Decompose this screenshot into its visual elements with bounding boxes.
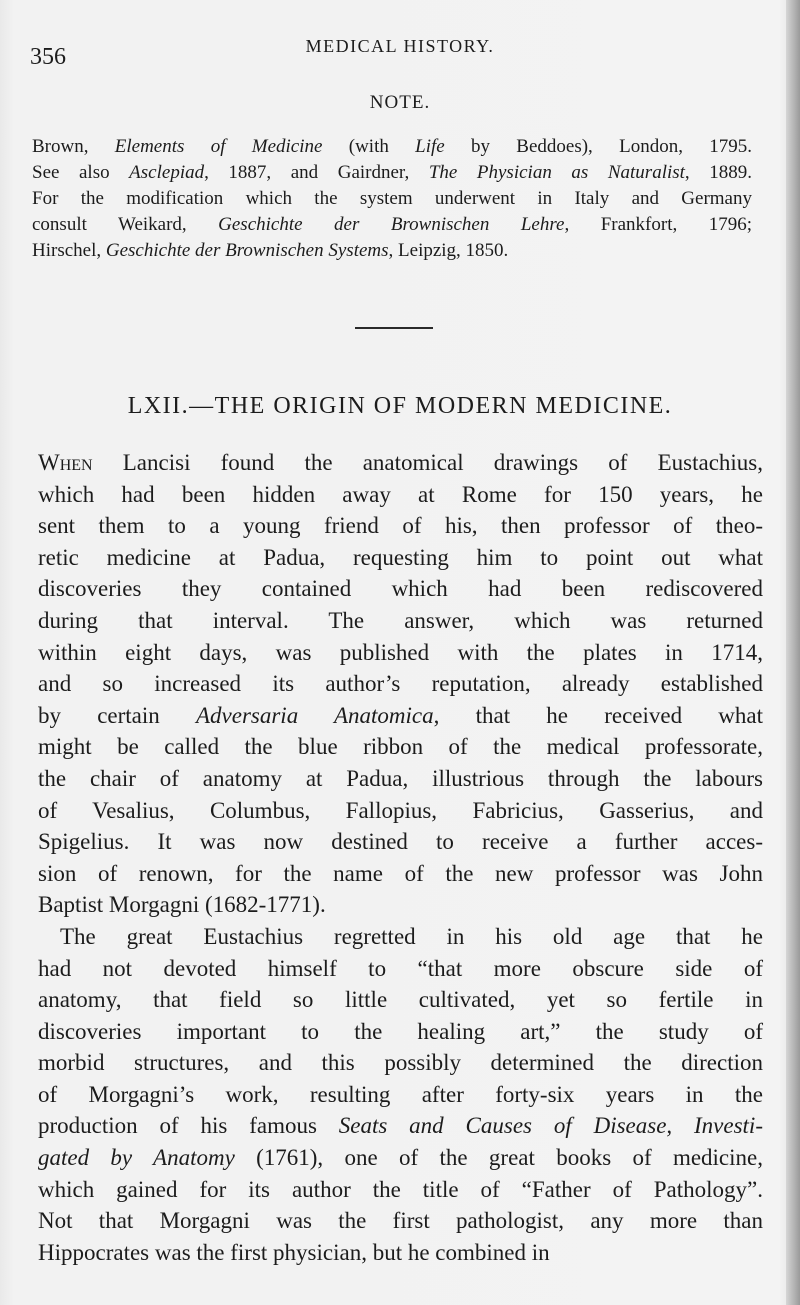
body-line <box>38 1047 763 1079</box>
text-run: the chair of anatomy at Padua, illustrious through the labours <box>38 765 763 791</box>
text-run: , 1889. <box>684 162 752 183</box>
italic-title: gated by Anatomy <box>38 1145 235 1171</box>
body-line <box>38 858 763 890</box>
body-line <box>38 1110 763 1142</box>
note-line <box>32 160 752 186</box>
text-run: See also <box>32 162 130 183</box>
text-run: by Beddoes), London, 1795. <box>444 136 752 157</box>
text-run: , 1887, and Gairdner, <box>204 162 429 183</box>
text-run: consult Weikard, <box>32 214 219 235</box>
italic-title: Seats and Causes of Disease, Investi- <box>338 1113 763 1139</box>
body-line <box>38 637 763 669</box>
body-line <box>38 921 763 953</box>
page-number: 356 <box>30 44 66 70</box>
running-head: MEDICAL HISTORY. <box>305 36 495 56</box>
body-line <box>38 826 763 858</box>
text-run: The great Eustachius regretted in his old age that he <box>60 923 763 949</box>
body-line <box>38 1016 763 1048</box>
text-run: sion of renown, for the name of the new professor was John <box>38 860 763 886</box>
body-line <box>38 479 763 511</box>
text-run: Baptist Morgagni (1682-1771). <box>38 892 326 918</box>
italic-title: Geschichte der Brownischen Systems <box>105 240 389 261</box>
italic-title: Asclepiad <box>129 162 205 183</box>
text-run: which had been hidden away at Rome for 150 years, he <box>38 481 763 507</box>
text-run: Brown, <box>32 136 115 157</box>
text-run: Lancisi found the anatomical drawings of Eustachius, <box>92 450 763 475</box>
italic-title: Adversaria Anatomica <box>195 702 434 728</box>
body-line <box>38 573 763 605</box>
body-line <box>38 763 763 795</box>
text-run: , that he received what <box>433 702 763 728</box>
body-line <box>38 1237 763 1269</box>
body-line <box>38 447 763 479</box>
section-divider <box>355 327 433 329</box>
section-title: LXII.—THE ORIGIN OF MODERN MEDICINE. <box>127 393 673 419</box>
text-run: Spigelius. It was now destined to receive a further acces- <box>38 829 763 855</box>
body-line <box>38 1205 763 1237</box>
note-line <box>32 212 752 238</box>
text-run: might be called the blue ribbon of the medical professorate, <box>38 734 763 760</box>
text-run: of Morgagni’s work, resulting after forty-six years in the <box>38 1081 763 1107</box>
page-header <box>30 34 770 70</box>
body-line <box>38 700 763 732</box>
text-run: during that interval. The answer, which was returned <box>38 607 763 633</box>
body-line <box>38 953 763 985</box>
body-line <box>38 731 763 763</box>
body-line <box>38 1174 763 1206</box>
text-run: production of his famous <box>38 1113 339 1139</box>
body-line <box>38 1079 763 1111</box>
text-run: sent them to a young friend of his, then professor of theo- <box>38 513 763 539</box>
text-run: anatomy, that field so little cultivated, yet so fertile in <box>38 987 763 1013</box>
text-run: Hirschel, <box>32 240 106 261</box>
text-run: Not that Morgagni was the first pathologist, any more than <box>38 1208 763 1234</box>
body-line <box>38 889 763 921</box>
body-line <box>38 984 763 1016</box>
text-run: and so increased its author’s reputation, already established <box>38 671 763 697</box>
main-text <box>38 447 763 1268</box>
text-run: , Frankfort, 1796; <box>564 214 752 235</box>
body-line <box>38 1142 763 1174</box>
text-run: (with <box>322 136 416 157</box>
body-line <box>38 605 763 637</box>
text-run: within eight days, was published with the plates in 1714, <box>38 639 763 665</box>
text-run: (1761), one of the great books of medicine, <box>234 1145 763 1171</box>
text-run: discoveries important to the healing art,” the study of <box>38 1018 763 1044</box>
body-line <box>38 542 763 574</box>
text-run: which gained for its author the title of “Father of Pathology”. <box>38 1176 763 1202</box>
body-line <box>38 510 763 542</box>
note-line <box>32 134 752 160</box>
small-caps-run: When <box>38 450 93 475</box>
text-run: morbid structures, and this possibly determined the direction <box>38 1050 763 1076</box>
note-line <box>32 186 752 212</box>
italic-title: Geschichte der Brownischen Lehre <box>218 214 565 235</box>
italic-title: Elements of Medicine <box>114 136 323 157</box>
note-paragraph <box>32 134 752 264</box>
note-title: NOTE. <box>369 92 431 113</box>
italic-title: Life <box>415 136 445 157</box>
text-run: For the modification which the system underwent in Italy and Germany <box>32 188 752 209</box>
text-run: of Vesalius, Columbus, Fallopius, Fabricius, Gasserius, and <box>38 797 763 823</box>
text-run: retic medicine at Padua, requesting him to point out what <box>38 544 763 570</box>
note-line <box>32 238 752 264</box>
text-run: Hippocrates was the first physician, but he combined in <box>38 1239 550 1265</box>
text-run: discoveries they contained which had been rediscovered <box>38 576 763 602</box>
body-line <box>38 795 763 827</box>
page-edge-shadow <box>786 0 800 1305</box>
text-run: had not devoted himself to “that more obscure side of <box>38 955 763 981</box>
body-line <box>38 668 763 700</box>
text-run: , Leipzig, 1850. <box>388 240 509 261</box>
italic-title: The Physician as Naturalist <box>428 162 685 183</box>
text-run: by certain <box>38 702 196 728</box>
